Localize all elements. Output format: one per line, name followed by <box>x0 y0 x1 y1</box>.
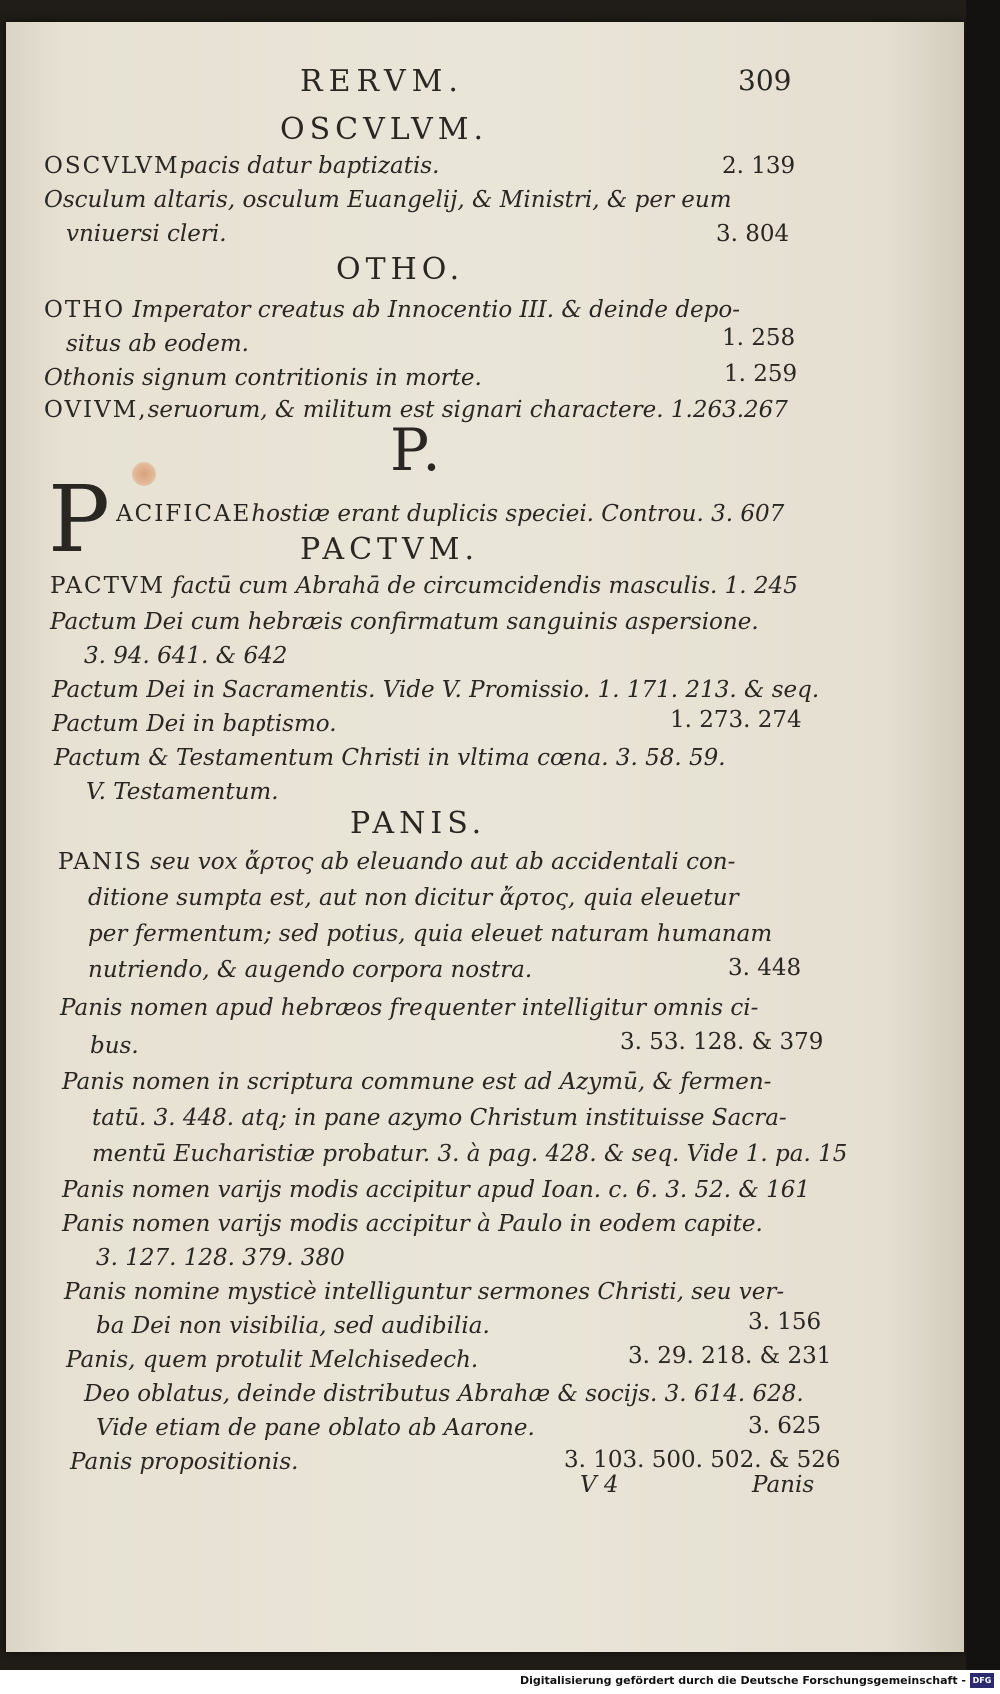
index-entry-cont: per fermentum; sed potius, quia eleuet naturam humanam <box>88 921 773 947</box>
index-entry: Pactum Dei cum hebræis confirmatum sanguinis aspersione. <box>50 609 759 635</box>
index-entry: OVIVM,seruorum, & militum est signari charactere. 1.263.267 <box>44 397 788 423</box>
index-entry-cont: ba Dei non visibilia, sed audibilia. <box>96 1313 490 1339</box>
section-heading-otho: OTHO. <box>336 252 465 287</box>
index-entry-cont: nutriendo, & augendo corpora nostra. <box>88 957 533 983</box>
index-entry: Panis nomen in scriptura commune est ad Azymū, & fermen- <box>62 1069 772 1095</box>
section-heading-osculum: OSCVLVM. <box>280 112 489 147</box>
running-head: RERVM. <box>300 64 464 99</box>
index-entry-cont: 3. 94. 641. & 642 <box>84 643 288 669</box>
index-entry: Othonis signum contritionis in morte. <box>44 365 482 391</box>
index-entry: Panis nomen varijs modis accipitur apud Ioan. c. 6. 3. 52. & 161 <box>62 1177 811 1203</box>
funding-text: Digitalisierung gefördert durch die Deutsche Forschungsgemeinschaft - <box>519 1674 966 1687</box>
index-entry: Panis nomen apud hebræos frequenter intelligitur omnis ci- <box>60 995 759 1021</box>
entry-refs: 3. 29. 218. & 231 <box>628 1343 832 1369</box>
section-heading-pactum: PACTVM. <box>300 532 479 567</box>
index-entry: Panis, quem protulit Melchisedech. <box>66 1347 479 1373</box>
entry-refs: 3. 103. 500. 502. & 526 <box>564 1447 841 1473</box>
index-entry-cont: V. Testamentum. <box>86 779 279 805</box>
dfg-logo: DFG <box>970 1673 994 1688</box>
entry-refs: 3. 156 <box>748 1309 822 1335</box>
index-entry: ACIFICAEhostiæ erant duplicis speciei. Controu. 3. 607 <box>116 501 785 527</box>
index-entry: Osculum altaris, osculum Euangelij, & Ministri, & per eum <box>44 187 732 213</box>
index-entry: Pactum & Testamentum Christi in vltima cœna. 3. 58. 59. <box>54 745 726 771</box>
index-entry: Panis nomen varijs modis accipitur à Paulo in eodem capite. <box>62 1211 763 1237</box>
index-entry-cont: situs ab eodem. <box>66 331 249 357</box>
letter-heading-p: P. <box>390 416 446 484</box>
drop-cap: P <box>48 466 110 573</box>
entry-refs: 3. 448 <box>728 955 802 981</box>
index-entry: Pactum Dei in baptismo. <box>52 711 337 737</box>
index-entry-cont: tatū. 3. 448. atq; in pane azymo Christum instituisse Sacra- <box>92 1105 787 1131</box>
index-entry-cont: 3. 127. 128. 379. 380 <box>96 1245 345 1271</box>
page-number: 309 <box>738 64 792 97</box>
index-entry: Deo oblatus, deinde distributus Abrahæ & socijs. 3. 614. 628. <box>84 1381 804 1407</box>
index-entry: PANIS seu vox ἄρτος ab eleuando aut ab accidentali con- <box>58 849 736 875</box>
entry-refs: 1. 273. 274 <box>670 707 802 733</box>
index-entry: OTHO Imperator creatus ab Innocentio III. & deinde depo- <box>44 297 740 323</box>
index-entry-cont: mentū Eucharistiæ probatur. 3. à pag. 428. & seq. Vide 1. pa. 15 <box>92 1141 848 1167</box>
catchword: Panis <box>752 1472 815 1498</box>
entry-refs: 3. 804 <box>716 221 790 247</box>
entry-refs: 3. 53. 128. & 379 <box>620 1029 824 1055</box>
index-entry-cont: vniuersi cleri. <box>66 221 227 247</box>
section-heading-panis: PANIS. <box>350 806 487 841</box>
index-entry: Panis nomine mysticè intelliguntur sermones Christi, seu ver- <box>64 1279 785 1305</box>
entry-refs: 2. 139 <box>722 153 796 179</box>
entry-refs: 3. 625 <box>748 1413 822 1439</box>
index-entry: PACTVM factū cum Abrahā de circumcidendis masculis. 1. 245 <box>50 573 798 599</box>
index-entry: Pactum Dei in Sacramentis. Vide V. Promissio. 1. 171. 213. & seq. <box>52 677 820 703</box>
entry-refs: 1. 258 <box>722 325 796 351</box>
index-entry-cont: bus. <box>90 1033 139 1059</box>
index-entry: OSCVLVMpacis datur baptizatis. <box>44 153 440 179</box>
signature-mark: V 4 <box>580 1472 619 1498</box>
index-entry: Panis propositionis. <box>70 1449 299 1475</box>
index-entry-cont: Vide etiam de pane oblato ab Aarone. <box>96 1415 535 1441</box>
entry-refs: 1. 259 <box>724 361 798 387</box>
index-entry-cont: ditione sumpta est, aut non dicitur ἄρτος, quia eleuetur <box>88 885 739 911</box>
